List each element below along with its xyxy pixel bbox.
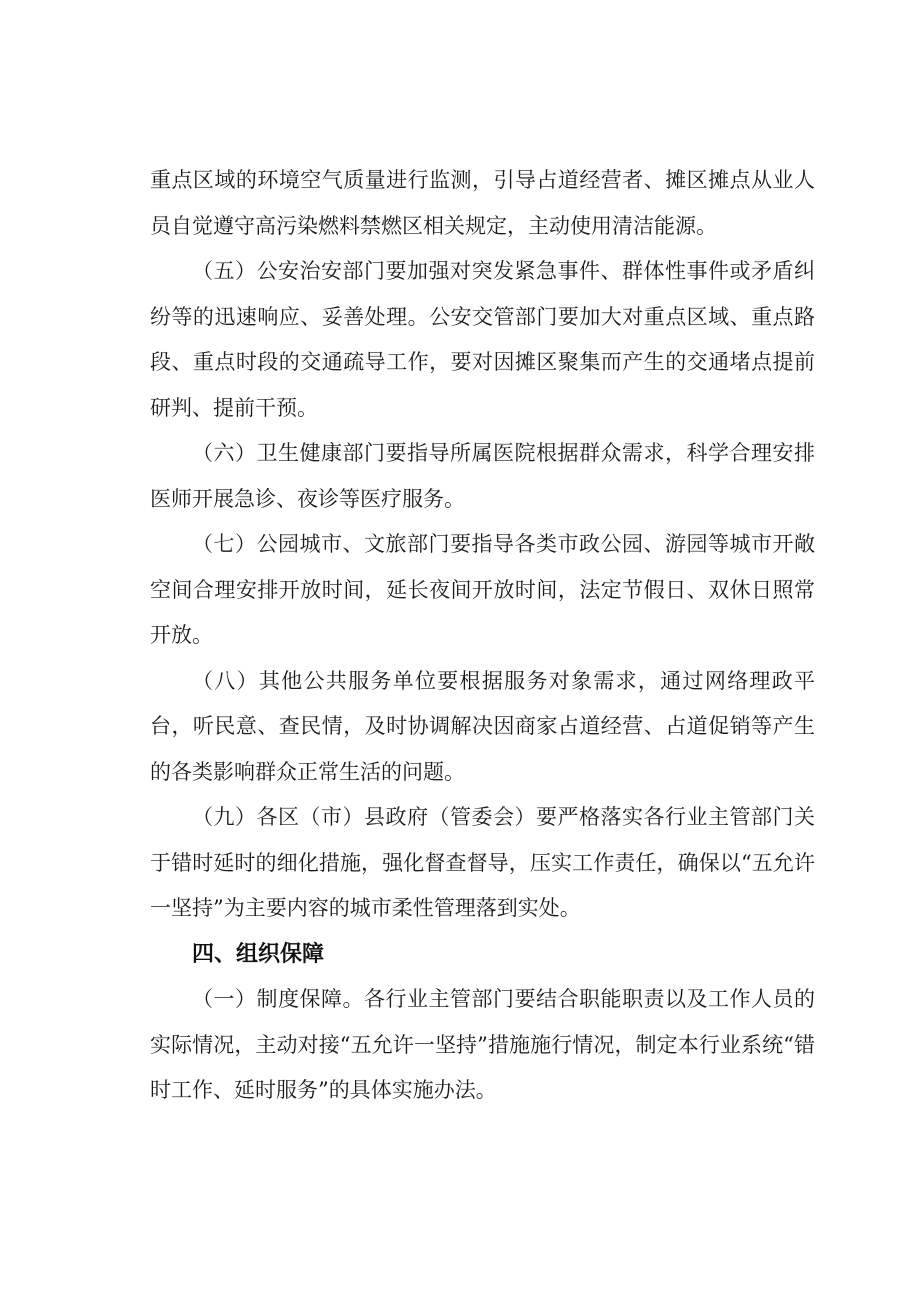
paragraph-item-7: （七）公园城市、文旅部门要指导各类市政公园、游园等城市开敞空间合理安排开放时间，延长夜间开放时间，法定节假日、双休日照常开放。 bbox=[150, 532, 815, 647]
paragraph-item-5: （五）公安治安部门要加强对突发紧急事件、群体性事件或矛盾纠纷等的迅速响应、妥善处理。公安交管部门要加大对重点区域、重点路段、重点时段的交通疏导工作，要对因摊区聚集而产生的交通堵点提前研判、提前干预。 bbox=[150, 259, 815, 420]
paragraph-item-9: （九）各区（市）县政府（管委会）要严格落实各行业主管部门关于错时延时的细化措施，强化督查督导，压实工作责任，确保以“五允许一坚持”为主要内容的城市柔性管理落到实处。 bbox=[150, 805, 815, 920]
document-body bbox=[150, 158, 815, 1114]
section-heading: 四、组织保障 bbox=[192, 941, 325, 967]
paragraph-item-8: （八）其他公共服务单位要根据服务对象需求，通过网络理政平台，听民意、查民情，及时协调解决因商家占道经营、占道促销等产生的各类影响群众正常生活的问题。 bbox=[150, 668, 815, 784]
paragraph-item-6: （六）卫生健康部门要指导所属医院根据群众需求，科学合理安排医师开展急诊、夜诊等医疗服务。 bbox=[150, 441, 815, 511]
paragraph-section-item-1: （一）制度保障。各行业主管部门要结合职能职责以及工作人员的实际情况，主动对接“五允许一坚持”措施施行情况，制定本行业系统“错时工作、延时服务”的具体实施办法。 bbox=[150, 987, 815, 1102]
paragraph-continuation: 重点区域的环境空气质量进行监测，引导占道经营者、摊区摊点从业人员自觉遵守高污染燃料禁燃区相关规定，主动使用清洁能源。 bbox=[150, 168, 815, 238]
